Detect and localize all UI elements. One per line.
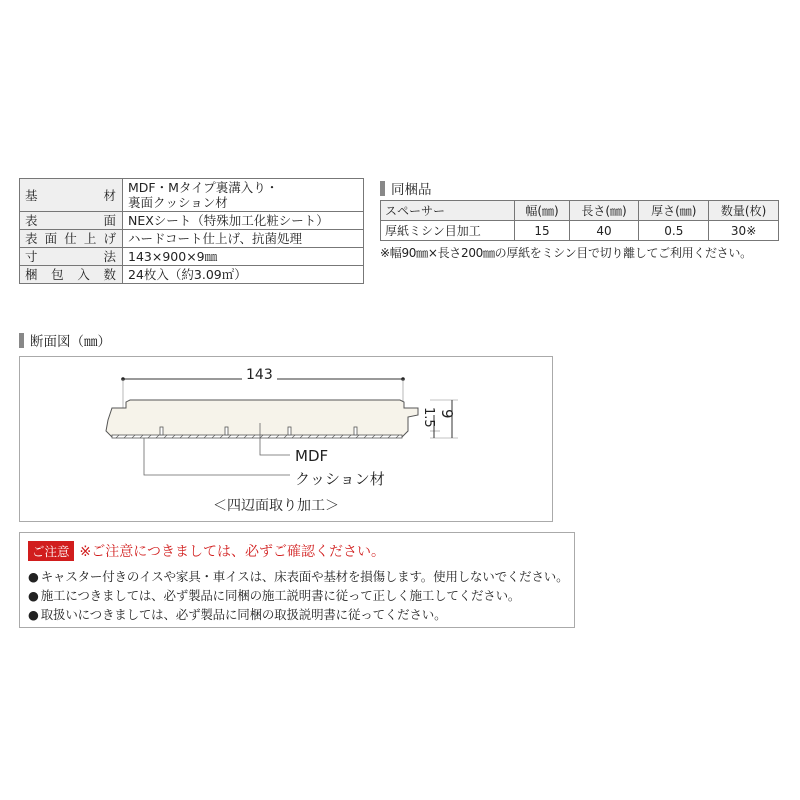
- board-profile: [106, 400, 418, 437]
- caution-badge: ご注意: [28, 541, 74, 561]
- table-row: [20, 248, 364, 266]
- spec-value-line: NEXシート（特殊加工化粧シート）: [128, 213, 329, 228]
- mdf-label: MDF: [295, 447, 329, 465]
- bundled-cell: 15: [515, 221, 569, 241]
- spec-value: [123, 212, 364, 230]
- spec-key: 表面仕上げ: [20, 230, 123, 248]
- spec-value-line: 裏面クッション材: [128, 195, 228, 210]
- bundled-header: [380, 178, 432, 198]
- cushion-leader-line: [144, 438, 290, 475]
- width-label: 143: [242, 367, 277, 383]
- caution-list: [28, 567, 568, 624]
- section-bar-icon: [19, 333, 24, 348]
- cross-section-diagram: [19, 356, 553, 522]
- spec-value: [123, 179, 364, 212]
- table-row: [20, 266, 364, 284]
- bundled-note: ※幅90㎜×長さ200㎜の厚紙をミシン目で切り離してご利用ください。: [380, 246, 752, 260]
- bundled-title: 同梱品: [391, 182, 432, 198]
- list-item: ● 取扱いにつきましては、必ず製品に同梱の取扱説明書に従ってください。: [28, 605, 568, 624]
- bundled-row: [381, 221, 779, 241]
- bundled-col-header: 長さ(㎜): [569, 201, 639, 221]
- table-row: [20, 179, 364, 212]
- bundled-header-row: [381, 201, 779, 221]
- bundled-cell: 0.5: [639, 221, 709, 241]
- bundled-col-header: 幅(㎜): [515, 201, 569, 221]
- list-item: ● 施工につきましては、必ず製品に同梱の施工説明書に従って正しく施工してください。: [28, 586, 568, 605]
- bundled-cell: 40: [569, 221, 639, 241]
- spec-value-line: 143×900×9㎜: [128, 249, 218, 264]
- spec-value: [123, 230, 364, 248]
- cross-section-title: 断面図（㎜）: [30, 334, 111, 350]
- spec-value-line: MDF・Mタイプ裏溝入り・: [128, 180, 279, 195]
- spec-table: [19, 178, 364, 284]
- spec-key: 表 面: [20, 212, 123, 230]
- caution-title-row: [28, 541, 385, 561]
- bundled-table: [380, 200, 779, 241]
- spec-key: 寸 法: [20, 248, 123, 266]
- caution-box: [19, 532, 575, 628]
- cross-section-header: [19, 330, 111, 350]
- spec-key: 梱包入数: [20, 266, 123, 284]
- table-row: [20, 230, 364, 248]
- caution-headline: ※ご注意につきましては、必ずご確認ください。: [79, 544, 385, 560]
- bundled-col-header: スペーサー: [381, 201, 515, 221]
- bundled-cell: 30※: [709, 221, 779, 241]
- spec-value: [123, 248, 364, 266]
- spec-value-line: ハードコート仕上げ、抗菌処理: [128, 231, 303, 246]
- bundled-cell: 厚紙ミシン目加工: [381, 221, 515, 241]
- cross-section-caption: ＜四辺面取り加工＞: [213, 498, 339, 514]
- table-row: [20, 212, 364, 230]
- section-bar-icon: [380, 181, 385, 196]
- spec-value: [123, 266, 364, 284]
- bundled-col-header: 厚さ(㎜): [639, 201, 709, 221]
- cushion-label: クッション材: [295, 470, 385, 488]
- thickness-label: 9: [438, 409, 456, 419]
- spec-value-line: 24枚入（約3.09㎡）: [128, 267, 247, 282]
- bundled-col-header: 数量(枚): [709, 201, 779, 221]
- spec-key: 基 材: [20, 179, 123, 212]
- list-item: ● キャスター付きのイスや家具・車イスは、床表面や基材を損傷します。使用しないでください。: [28, 567, 568, 586]
- cushion-thickness-label: 1.5: [421, 407, 436, 428]
